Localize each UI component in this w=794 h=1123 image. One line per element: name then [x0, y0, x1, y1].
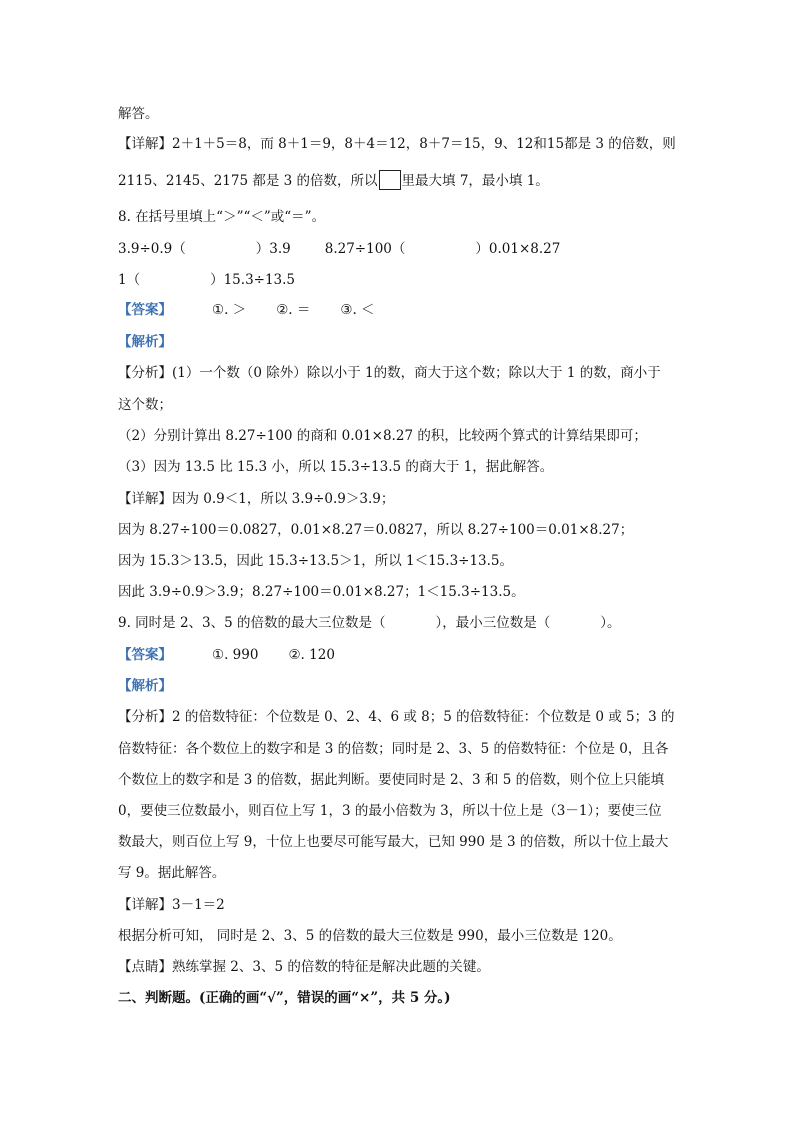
answer-value: ②. 120 [288, 647, 335, 663]
question-8-title: 8. 在括号里填上“＞”“＜”或“＝”。 [118, 209, 326, 225]
text-segment: ）15.3÷13.5 [210, 272, 296, 288]
analysis-line: （3）因为 13.5 比 15.3 小，所以 15.3÷13.5 的商大于 1，据此解答。 [118, 459, 554, 475]
text-segment: ），最小三位数是（ [435, 615, 551, 631]
text-segment: 9. 同时是 2、3、5 的倍数的最大三位数是（ [118, 615, 386, 631]
detail-line: 因此 3.9÷0.9＞3.9；8.27÷100＝0.01×8.27；1＜15.3÷13.5。 [118, 584, 525, 600]
analysis-line: 数最大，则百位上写 9，十位上也要尽可能写最大，已知 990 是 3 的倍数，所以十位上最大 [118, 834, 669, 850]
detail-line: 因为 8.27÷100＝0.0827，0.01×8.27＝0.0827，所以 8.27÷100＝0.01×8.27； [118, 522, 634, 538]
text-segment: ）3.9 [255, 241, 291, 257]
detail-line: 【详解】3－1＝2 [118, 897, 225, 913]
analysis-line: （2）分别计算出 8.27÷100 的商和 0.01×8.27 的积，比较两个算式的计算结果即可； [118, 428, 647, 444]
detail-line: 根据分析可知， 同时是 2、3、5 的倍数的最大三位数是 990，最小三位数是 120。 [118, 928, 622, 944]
answer-label: 【答案】 [118, 302, 172, 318]
detail-line: 【详解】2＋1＋5＝8，而 8＋1＝9，8＋4＝12，8＋7＝15，9、12和15都是 3 的倍数，则 [118, 136, 676, 152]
text-segment: ）。 [600, 615, 621, 631]
text-segment: 2115、2145、2175 都是 3 的倍数，所以 [118, 173, 378, 189]
analysis-label: 【解析】 [118, 678, 172, 694]
key-point-line: 【点睛】熟练掌握 2、3、5 的倍数的特征是解决此题的关键。 [118, 959, 490, 975]
answer-9 [118, 645, 688, 665]
analysis-line: 倍数特征：各个数位上的数字和是 3 的倍数；同时是 2、3、5 的倍数特征：个位是 0，且各 [118, 741, 669, 757]
text-segment: 8.27÷100（ [324, 241, 406, 257]
analysis-line: 这个数； [118, 397, 172, 413]
analysis-line: 0，要使三位数最小，则百位上写 1，3 的最小倍数为 3，所以十位上是（3－1）；要使三位 [118, 803, 662, 819]
analysis-line: 【分析】2 的倍数特征：个位数是 0、2、4、6 或 8；5 的倍数特征：个位数是 0 或 5；3 的 [118, 709, 675, 725]
question-8-row [118, 239, 688, 259]
detail-line: 因为 15.3＞13.5，因此 15.3÷13.5＞1，所以 1＜15.3÷13.5。 [118, 553, 514, 569]
answer-value: ②. ＝ [276, 302, 311, 318]
analysis-line: 【分析】(1）一个数（0 除外）除以小于 1的数，商大于这个数；除以大于 1 的数，商小于 [118, 365, 661, 381]
answer-value: ①. 990 [212, 647, 259, 663]
analysis-line: 个数位上的数字和是 3 的倍数，据此判断。要使同时是 2、3 和 5 的倍数，则个位上只能填 [118, 772, 665, 788]
text-segment: 里最大填 7，最小填 1。 [401, 173, 549, 189]
detail-line [118, 170, 688, 191]
analysis-label: 【解析】 [118, 334, 172, 350]
text-segment: ）0.01×8.27 [475, 241, 561, 257]
text-line: 解答。 [118, 106, 159, 122]
detail-line: 【详解】因为 0.9＜1，所以 3.9÷0.9＞3.9； [118, 491, 395, 507]
analysis-line: 写 9。据此解答。 [118, 865, 226, 881]
answer-value: ①. ＞ [212, 302, 247, 318]
section-heading: 二、判断题。(正确的画“√”，错误的画“×”，共 5 分。) [118, 990, 451, 1006]
question-8-row [118, 270, 688, 290]
answer-8 [118, 300, 688, 320]
answer-value: ③. ＜ [340, 302, 375, 318]
blank-box [379, 170, 401, 190]
answer-label: 【答案】 [118, 647, 172, 663]
text-segment: 1（ [118, 272, 141, 288]
text-segment: 3.9÷0.9（ [118, 241, 186, 257]
question-9-title [118, 613, 688, 633]
